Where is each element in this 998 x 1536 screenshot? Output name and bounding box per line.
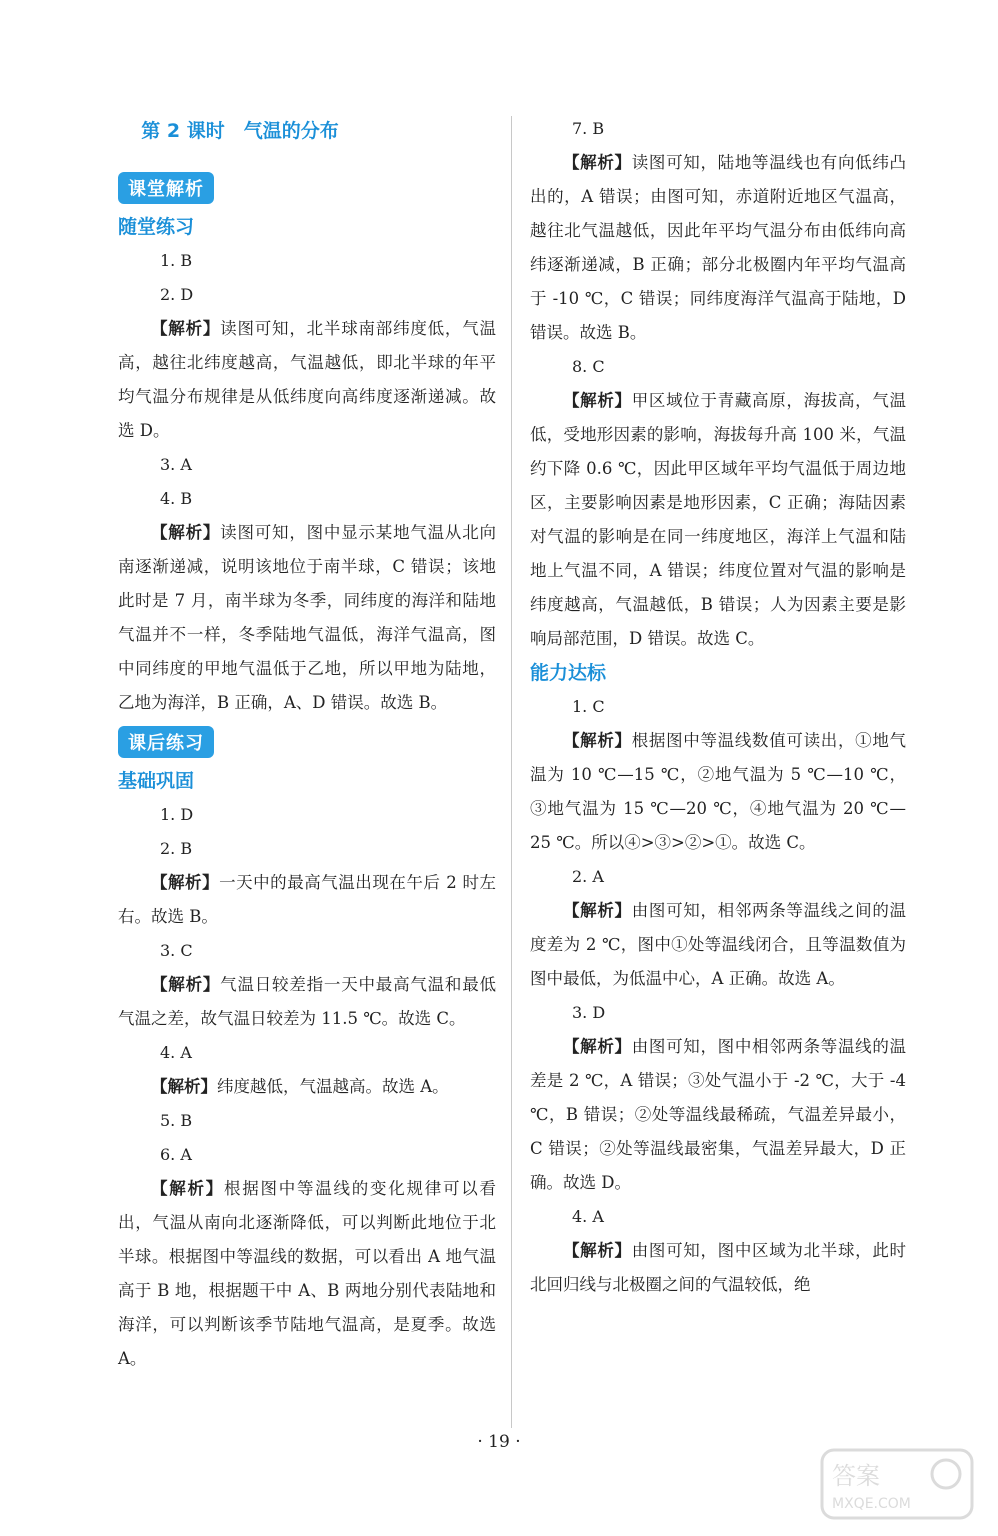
explanation [530,1234,906,1302]
explanation-tag: 【解析】 [151,873,220,892]
explanation-tag: 【解析】 [563,153,632,172]
answer-line: 4. A [572,1207,604,1226]
explanation-tag: 【解析】 [151,975,221,994]
answer-line: 1. C [572,697,605,716]
right-column [530,112,906,1302]
explanation-tag: 【解析】 [151,319,221,338]
subheading-practice: 随堂练习 [118,216,195,238]
explanation [118,1172,496,1376]
explanation-text: 根据图中等温线的变化规律可以看出，气温从南向北逐渐降低，可以判断此地位于北半球。根据图中等温线的数据，可以看出 A 地气温高于 B 地，根据题干中 A、B 两地分别代表陆地和海洋，可以判断该季节陆地气温高，是夏季。故选 A。 [118,1179,496,1368]
section-badge-homework: 课后练习 [118,726,214,758]
explanation [118,866,496,934]
explanation-text: 一天中的最高气温出现在午后 2 时左右。故选 B。 [118,873,496,926]
explanation-tag: 【解析】 [563,391,632,410]
explanation [118,1070,496,1104]
explanation-text: 读图可知，北半球南部纬度低，气温高，越往北纬度越高，气温越低，即北半球的年平均气温分布规律是从低纬度向高纬度逐渐递减。故选 D。 [118,319,497,440]
answer-line: 4. A [160,1043,192,1062]
answer-line: 5. B [160,1111,193,1130]
left-column [118,170,496,1376]
svg-text:MXQE.COM: MXQE.COM [832,1496,911,1512]
answer-line: 6. A [160,1145,192,1164]
subheading-ability: 能力达标 [530,662,607,684]
explanation [530,724,906,860]
answer-line: 1. D [160,805,194,824]
explanation-text: 气温日较差指一天中最高气温和最低气温之差，故气温日较差为 11.5 ℃。故选 C。 [118,975,497,1028]
subheading-basics: 基础巩固 [118,770,195,792]
answer-line: 3. A [160,455,192,474]
explanation-text: 由图可知，相邻两条等温线之间的温度差为 2 ℃，图中①处等温线闭合，且等温数值为图中最低，为低温中心，A 正确。故选 A。 [530,901,907,988]
svg-text:答案: 答案 [832,1462,880,1490]
column-divider [511,116,512,1428]
answer-line: 2. A [572,867,604,886]
answer-line: 2. B [160,839,193,858]
watermark-logo [818,1444,978,1524]
explanation-tag: 【解析】 [151,1179,224,1198]
explanation-text: 由图可知，图中区域为北半球，此时北回归线与北极圈之间的气温较低，绝 [530,1241,907,1294]
answer-line: 1. B [160,251,193,270]
explanation-text: 根据图中等温线数值可读出，①地气温为 10 ℃—15 ℃，②地气温为 5 ℃—10 ℃，③地气温为 15 ℃—20 ℃，④地气温为 20 ℃—25 ℃。所以④>③>②>①。故选 C。 [530,731,907,852]
explanation [530,1030,906,1200]
answer-line: 4. B [160,489,193,508]
explanation [530,894,906,996]
explanation-tag: 【解析】 [563,1241,632,1260]
answer-line: 3. C [160,941,193,960]
explanation-text: 读图可知，陆地等温线也有向低纬凸出的，A 错误；由图可知，赤道附近地区气温高，越往北气温越低，因此年平均气温分布由低纬向高纬逐渐递减，B 正确；部分北极圈内年平均气温高于 -10 ℃，C 错误；同纬度海洋气温高于陆地，D 错误。故选 B。 [530,153,907,342]
explanation-tag: 【解析】 [563,1037,632,1056]
explanation-tag: 【解析】 [151,523,221,542]
explanation [118,312,496,448]
explanation-tag: 【解析】 [151,1077,217,1096]
explanation-text: 纬度越低，气温越高。故选 A。 [217,1077,449,1096]
explanation-text: 甲区域位于青藏高原，海拔高，气温低，受地形因素的影响，海拔每升高 100 米，气温约下降 0.6 ℃，因此甲区域年平均气温低于周边地区，主要影响因素是地形因素，C 正确；海陆因素对气温的影响是在同一纬度地区，海洋上气温和陆地上气温不同，A 错误；纬度位置对气温的影响是纬度越高，气温越低，B 错误；人为因素主要是影响局部范围，D 错误。故选 C。 [530,391,907,648]
explanation-tag: 【解析】 [563,901,632,920]
explanation-text: 由图可知，图中相邻两条等温线的温差是 2 ℃，A 错误；③处气温小于 -2 ℃，大于 -4 ℃，B 错误；②处等温线最稀疏，气温差异最小，C 错误；②处等温线最密集，气温差异最大，D 正确。故选 D。 [530,1037,907,1192]
answer-line: 8. C [572,357,605,376]
explanation [530,146,906,350]
explanation [530,384,906,656]
page-title: 第 2 课时 气温的分布 [141,120,339,142]
explanation-text: 读图可知，图中显示某地气温从北向南逐渐递减，说明该地位于南半球，C 错误；该地此时是 7 月，南半球为冬季，同纬度的海洋和陆地气温并不一样，冬季陆地气温低，海洋气温高，图中同纬度的甲地气温低于乙地，所以甲地为陆地，乙地为海洋，B 正确，A、D 错误。故选 B。 [118,523,497,712]
answer-line: 2. D [160,285,194,304]
explanation-tag: 【解析】 [563,731,632,750]
explanation [118,516,496,720]
section-badge-classroom: 课堂解析 [118,172,214,204]
page-number: · 19 · [477,1432,521,1452]
answer-line: 3. D [572,1003,606,1022]
answer-line: 7. B [572,119,605,138]
explanation [118,968,496,1036]
